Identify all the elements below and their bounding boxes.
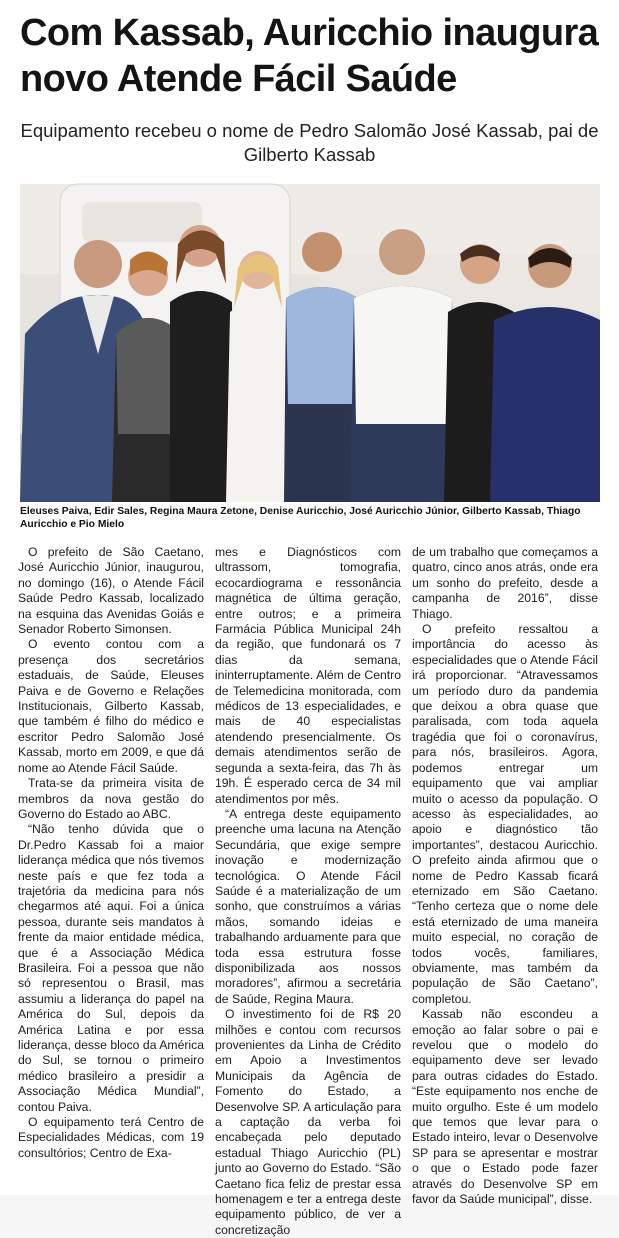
paragraph: “Não tenho dúvida que o Dr.Pedro Kassab foi a maior liderança médica que nós tivemos neste país e que fez toda a trajetória da medicina para nós chegarmos até aqui. Foi a única pessoa, durante seis mandatos à frente da maior entidade médica, que é a Associação Médica Brasileira. Foi a pessoa que não só representou o Brasil, mas assumiu a liderança do papel na América do Sul, depois da América Latina e por essa liderança, desse bloco da América do Sul, se tornou o primeiro médico brasileiro a presidir a Associação Médica Mundial”, contou Paiva.	[18, 822, 204, 1114]
paragraph: O investimento foi de R$ 20 milhões e contou com recursos provenientes da Linha de Crédito em Apoio a Investimentos Municipais da Agência de Fomento do Estado, a Desenvolve SP. A articulação para a captação da verba foi encabeçada pelo deputado estadual Thiago Auricchio (PL) junto ao Governo do Estado. “São Caetano fica feliz de prestar essa homenagem e ter a entrega deste equipamento público, de ver a concretização	[215, 1007, 401, 1237]
paragraph: “A entrega deste equipamento preenche uma lacuna na Atenção Secundária, que exige sempre inovação e modernização tecnológica. O Atende Fácil Saúde é a materialização de um sonho, que construímos a várias mãos, somando ideias e trabalhando arduamente para que toda essa estrutura fosse disponibilizada aos nossos moradores”, afirmou a secretária de Saúde, Regina Maura.	[215, 806, 401, 1006]
article-column-2	[215, 545, 401, 1238]
paragraph: Kassab não escondeu a emoção ao falar sobre o pai e revelou que o modelo do equipamento deve ser levado para outras cidades do Estado. “Este equipamento nos enche de muito orgulho. Este é um modelo que temos que levar para o Estado inteiro, levar o Desenvolve SP para se apresentar e mostrar o que o Estado pode fazer através do Desenvolve SP em favor da Saúde municipal”, disse.	[412, 1007, 598, 1207]
article-column-1	[18, 545, 204, 1161]
article-column-3	[412, 545, 598, 1207]
paragraph: O prefeito ressaltou a importância do acesso às especialidades que o Atende Fácil irá proporcionar. “Atravessamos um período duro da pandemia que deixou a obra quase que paralisada, com toda aquela tragédia que foi o coronavírus, para nós, brasileiros. Agora, podemos entregar um equipamento que vai ampliar muito o acesso da população. O acesso às especialidades, ao apoio e diagnóstico tão importantes”, destacou Auricchio. O prefeito ainda afirmou que o nome de Pedro Kassab ficará eternizado em São Caetano. “Tenho certeza que o nome dele está eternizado de uma maneira muito especial, no coração de todos vocês, familiares, obviamente, mas também da população de São Caetano”, completou.	[412, 622, 598, 1006]
paragraph: O prefeito de São Caetano, José Auricchio Júnior, inaugurou, no domingo (16), o Atende Fácil Saúde Pedro Kassab, localizado na esquina das Avenidas Goiás e Senador Roberto Simonsen.	[18, 545, 204, 637]
headline: Com Kassab, Auricchio inaugura novo Atende Fácil Saúde	[20, 12, 599, 100]
paragraph: O evento contou com a presença dos secretários estaduais, de Saúde, Eleuses Paiva e de Governo e Relações Institucionais, Gilberto Kassab, que também é filho do médico e escritor Pedro Salomão José Kassab, morto em 2009, e que dá nome ao Atende Fácil Saúde.	[18, 637, 204, 775]
photo-caption: Eleuses Paiva, Edir Sales, Regina Maura Zetone, Denise Auricchio, José Auricchio Júnior, Gilberto Kassab, Thiago Auricchio e Pio Mielo	[20, 506, 581, 530]
paragraph: de um trabalho que começamos a quatro, cinco anos atrás, onde era um sonho do prefeito, desde a campanha de 2016”, disse Thiago.	[412, 545, 598, 621]
paragraph: O equipamento terá Centro de Especialidades Médicas, com 19 consultórios; Centro de Exa-	[18, 1115, 204, 1160]
paragraph: mes e Diagnósticos com ultrassom, tomografia, ecocardiograma e ressonância magnética de última geração, entre outros; e a primeira Farmácia Pública Municipal 24h da região, que fundonará os 7 dias da semana, ininterruptamente. Além de Centro de Telemedicina monitorada, com médicos de 13 especialidades, e mais de 40 especialistas atendendo presencialmente. Os demais atendimentos serão de segunda a sexta-feira, das 7h às 19h. É esperado cerca de 34 mil atendimentos por mês.	[215, 545, 401, 806]
group-photo	[20, 184, 600, 502]
group-photo-illustration	[20, 184, 600, 502]
subheadline: Equipamento recebeu o nome de Pedro Salomão José Kassab, pai de Gilberto Kassab	[20, 120, 599, 165]
paragraph: Trata-se da primeira visita de membros da nova gestão do Governo do Estado ao ABC.	[18, 776, 204, 821]
